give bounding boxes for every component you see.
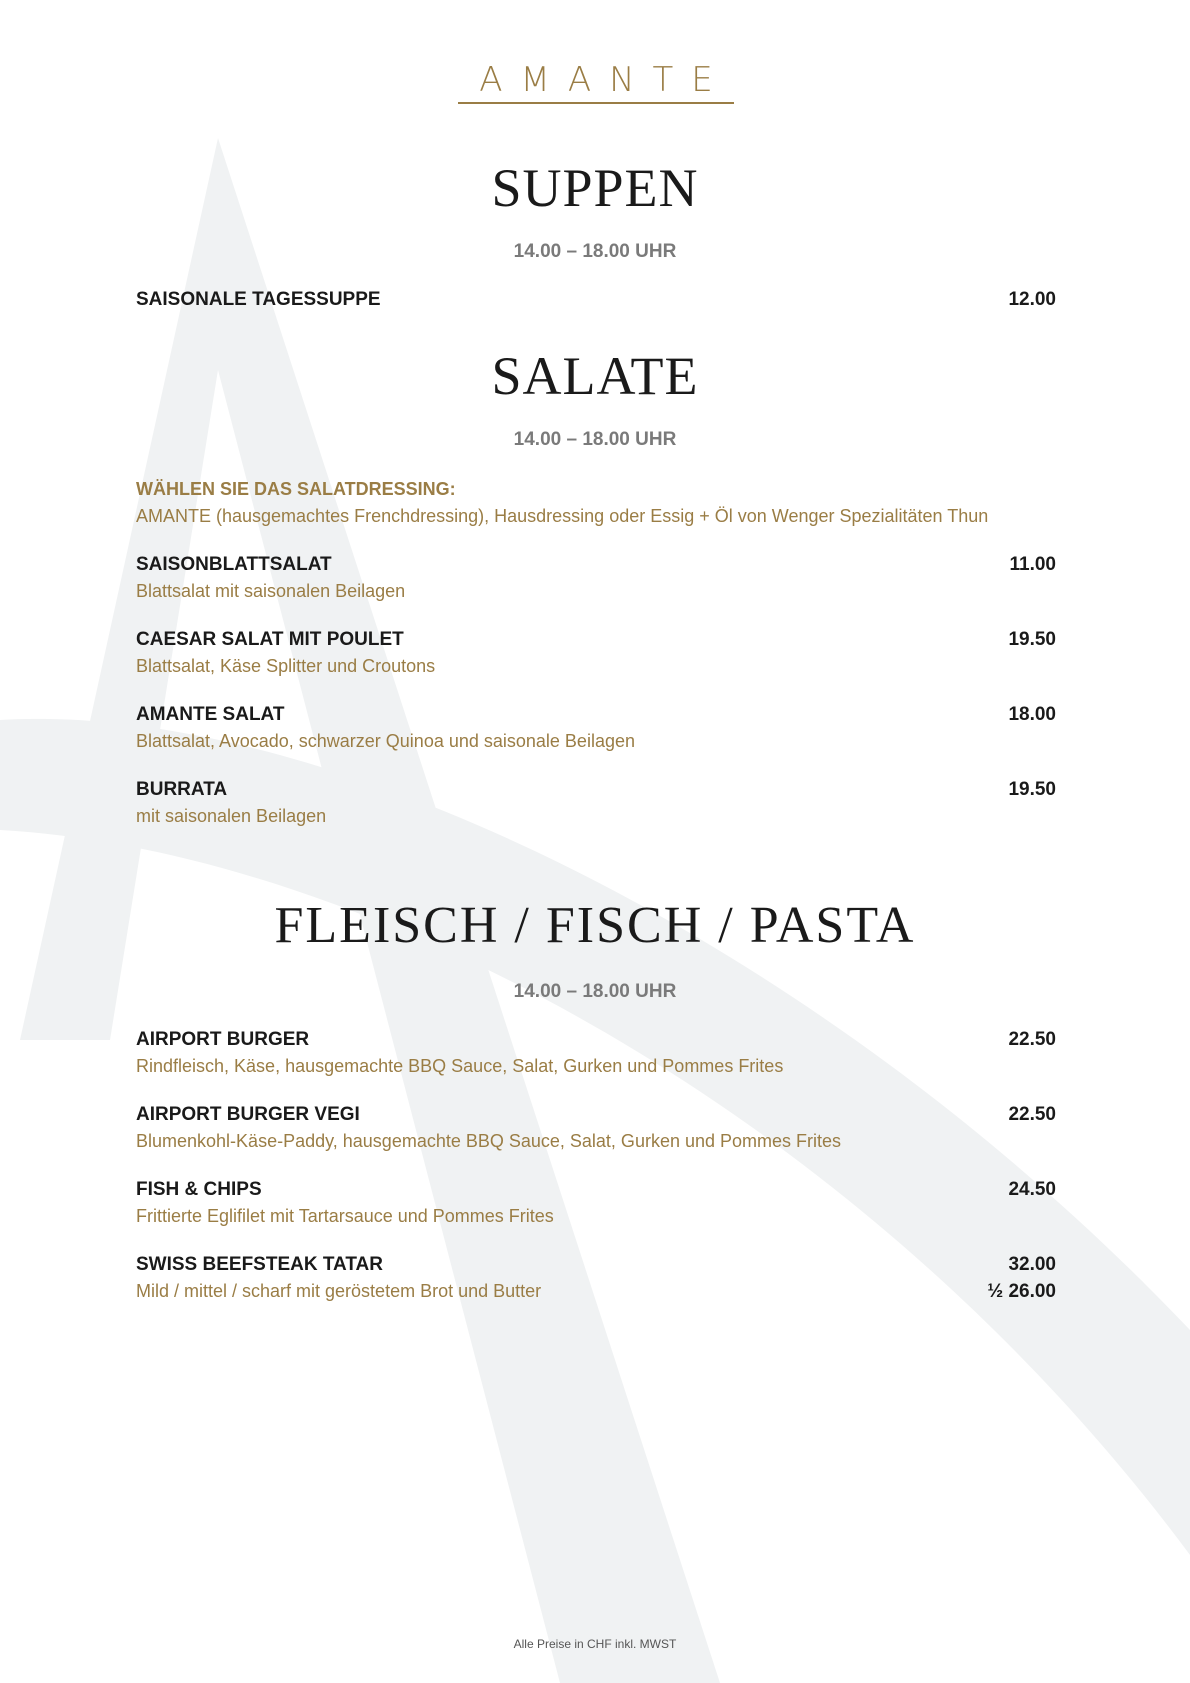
dressing-text: AMANTE (hausgemachtes Frenchdressing), Hausdressing oder Essig + Öl von Wenger Spezialitäten Thun [136, 506, 989, 526]
menu-item [136, 1177, 1056, 1229]
item-name: AIRPORT BURGER [136, 1029, 310, 1050]
item-description: Mild / mittel / scharf mit geröstetem Brot und Butter [136, 1281, 542, 1301]
item-price: 32.00 [1008, 1254, 1056, 1275]
item-name: FISH & CHIPS [136, 1179, 262, 1200]
item-name: AMANTE SALAT [136, 704, 285, 725]
item-description: Blattsalat mit saisonalen Beilagen [136, 581, 406, 601]
amante-logo [458, 60, 734, 104]
price-note-footer: Alle Preise in CHF inkl. MWST [513, 1637, 677, 1651]
section-hours-salate: 14.00 – 18.00 UHR [513, 429, 677, 450]
menu-item [136, 1027, 1056, 1079]
item-description: Blattsalat, Avocado, schwarzer Quinoa und saisonale Beilagen [136, 731, 635, 751]
menu-item [136, 287, 1056, 313]
item-description: Blumenkohl-Käse-Paddy, hausgemachte BBQ Sauce, Salat, Gurken und Pommes Frites [136, 1131, 842, 1151]
item-name: AIRPORT BURGER VEGI [136, 1104, 360, 1125]
item-price: 19.50 [1008, 779, 1056, 800]
menu-item [136, 1252, 1056, 1305]
item-price: 18.00 [1008, 704, 1056, 725]
logo-wordmark: AMANTE [479, 60, 731, 100]
dressing-label: WÄHLEN SIE DAS SALATDRESSING: [136, 479, 456, 499]
section-title-fleisch-fisch-pasta: FLEISCH / FISCH / PASTA [274, 897, 916, 954]
item-name: SAISONBLATTSALAT [136, 554, 332, 575]
item-name: SWISS BEEFSTEAK TATAR [136, 1254, 383, 1275]
item-description: Rindfleisch, Käse, hausgemachte BBQ Sauce, Salat, Gurken und Pommes Frites [136, 1056, 784, 1076]
menu-item [136, 777, 1056, 829]
item-price: 24.50 [1008, 1179, 1056, 1200]
item-description: mit saisonalen Beilagen [136, 806, 327, 826]
section-title-salate: SALATE [491, 346, 699, 406]
section-hours-suppen: 14.00 – 18.00 UHR [513, 241, 677, 262]
menu-item [136, 702, 1056, 754]
item-name: SAISONALE TAGESSUPPE [136, 289, 381, 310]
item-price: 22.50 [1008, 1029, 1056, 1050]
item-name: BURRATA [136, 779, 228, 800]
item-price: 19.50 [1008, 629, 1056, 650]
logo-underline [458, 102, 734, 104]
item-description: Blattsalat, Käse Splitter und Croutons [136, 656, 436, 676]
menu-item [136, 627, 1056, 679]
item-price: 11.00 [1009, 554, 1056, 575]
item-description: Frittierte Eglifilet mit Tartarsauce und Pommes Frites [136, 1206, 554, 1226]
section-title-suppen: SUPPEN [491, 158, 699, 218]
item-price-half: ½ 26.00 [987, 1281, 1056, 1302]
menu-item [136, 552, 1056, 604]
item-name: CAESAR SALAT MIT POULET [136, 629, 404, 650]
item-price: 22.50 [1008, 1104, 1056, 1125]
section-hours-fleisch: 14.00 – 18.00 UHR [513, 981, 677, 1002]
item-price: 12.00 [1008, 289, 1056, 310]
menu-item [136, 1102, 1056, 1154]
